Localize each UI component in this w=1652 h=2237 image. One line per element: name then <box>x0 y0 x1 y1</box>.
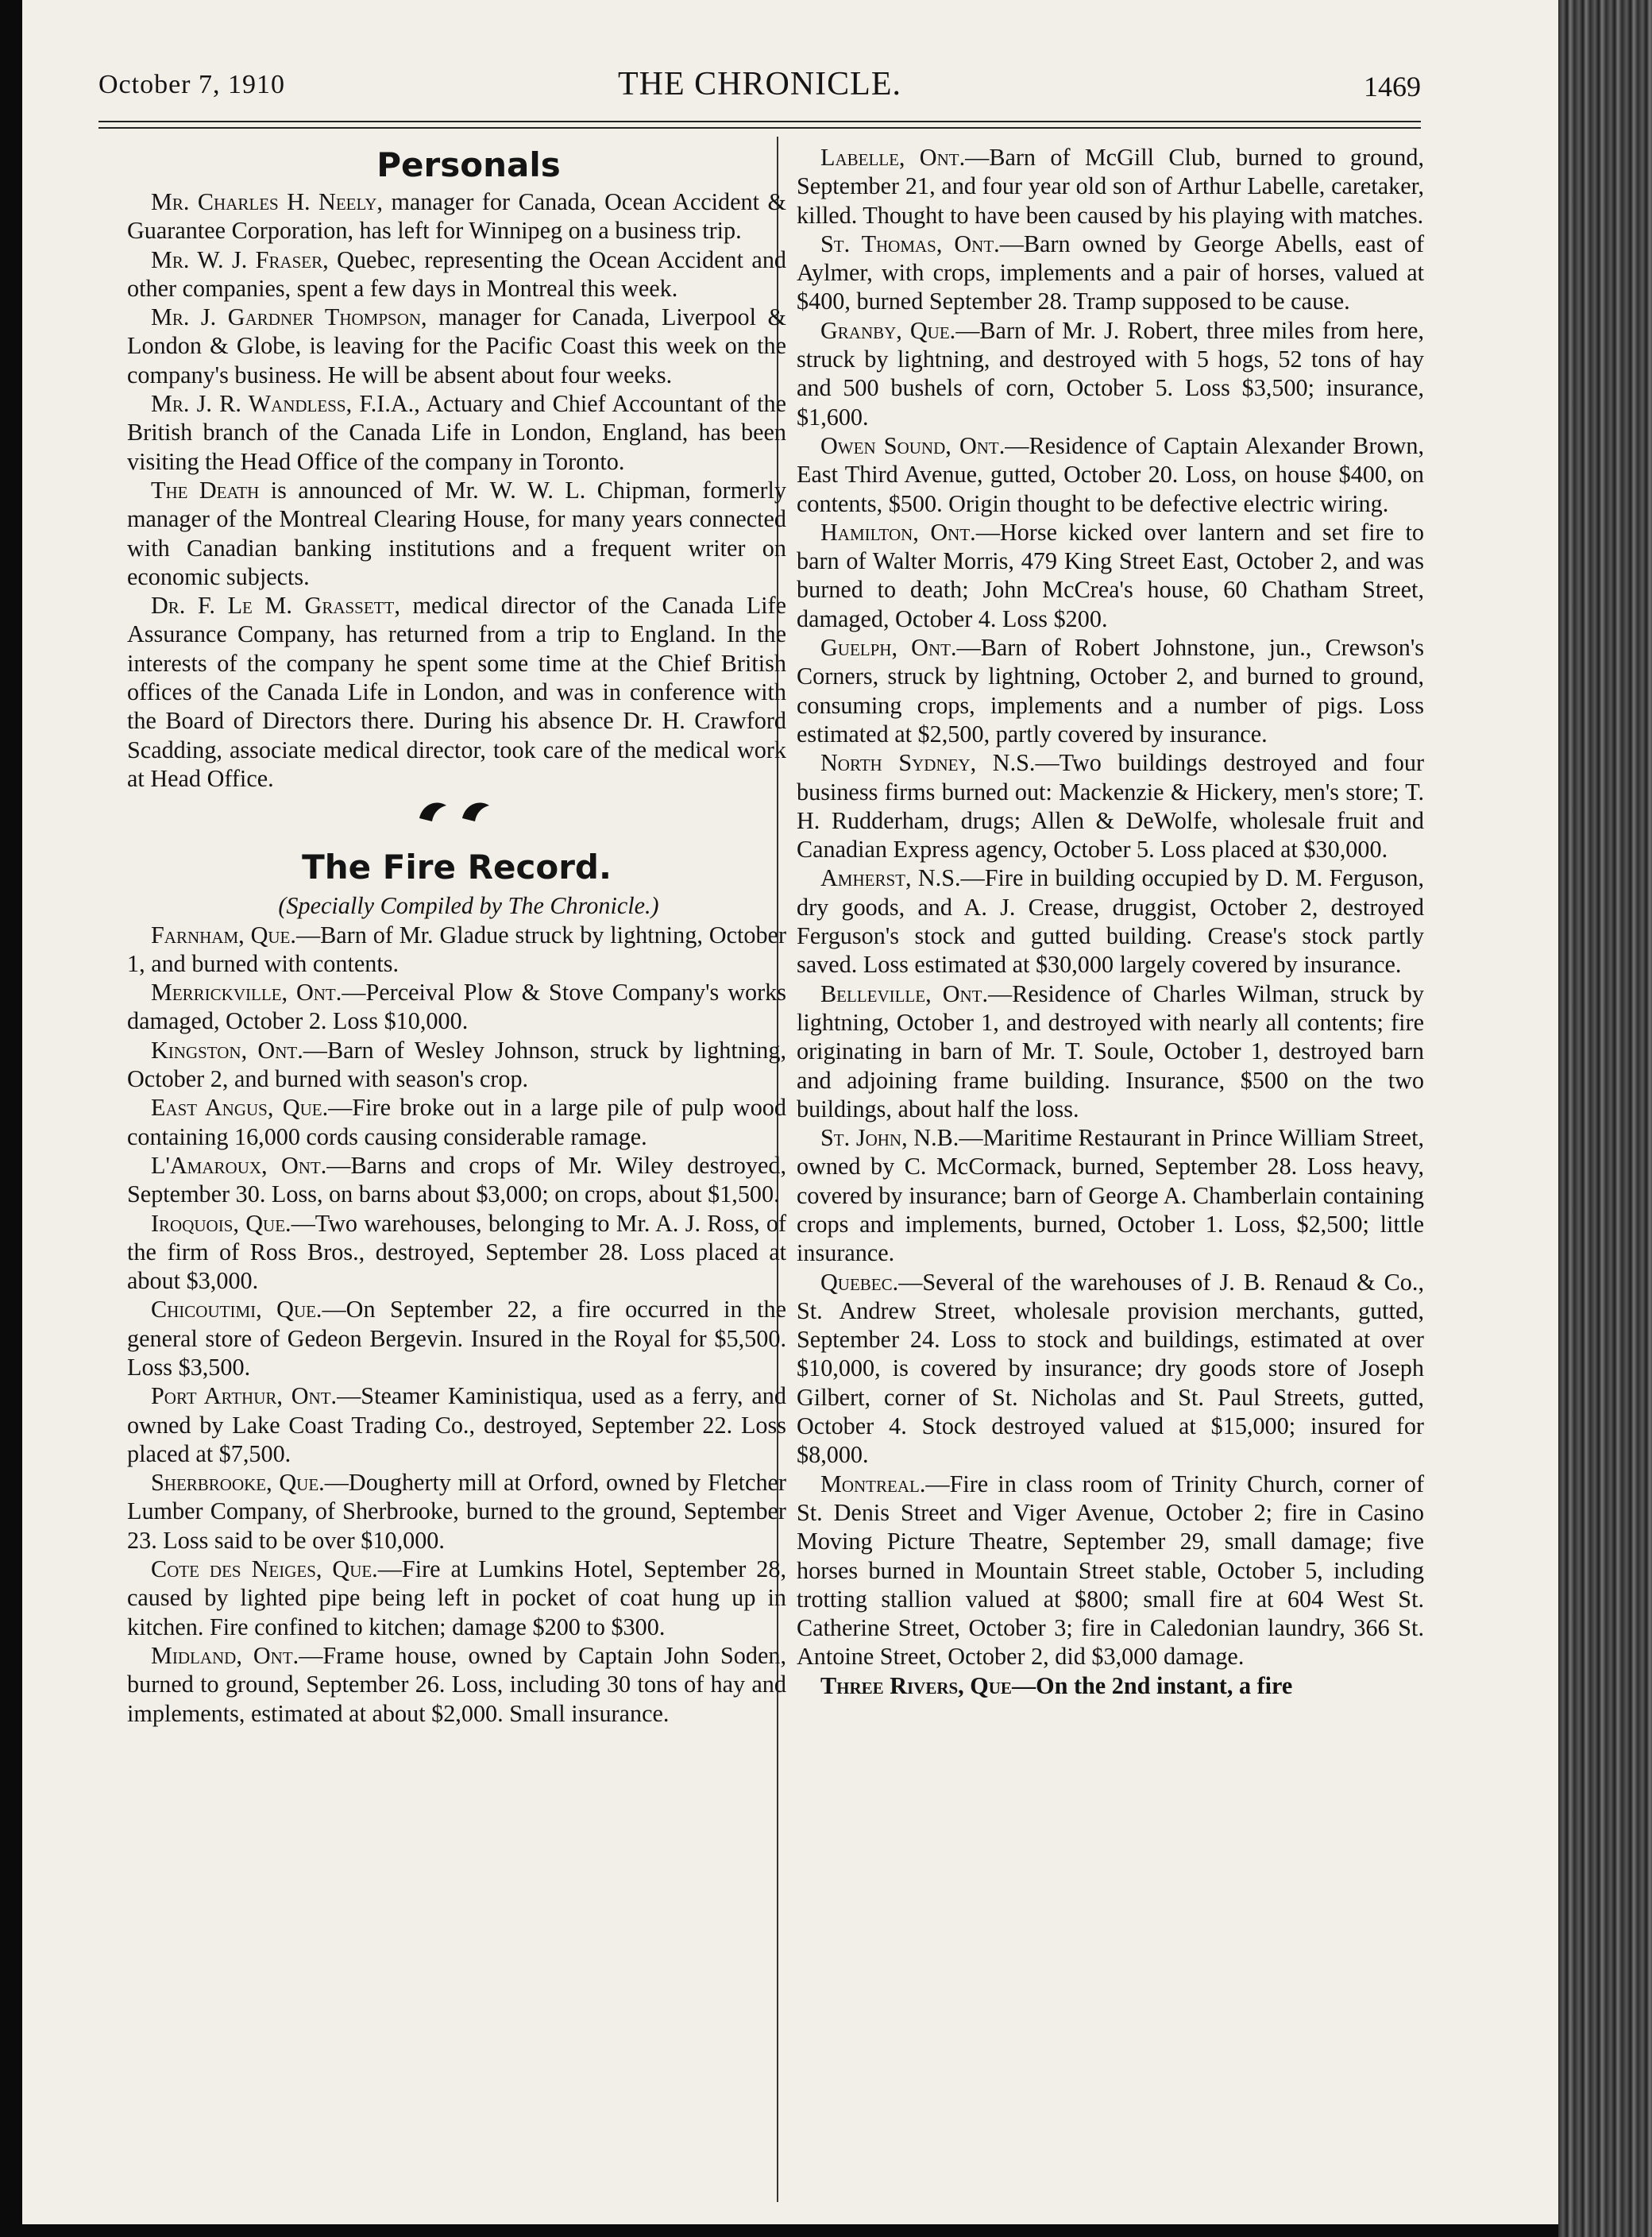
fire-item: Chicoutimi, Que.—On September 22, a fire occurred in the general store of Gedeon Bergevin. Insured in the Royal for $5,500. Loss $3,500. <box>127 1296 786 1381</box>
header-date: October 7, 1910 <box>98 70 286 99</box>
header-rule-top <box>98 121 1421 122</box>
fire-item: Belleville, Ont.—Residence of Charles Wilman, struck by lightning, October 1, and destroyed with nearly all contents; fire originating in barn of Mr. T. Soule, October 1, destroyed barn and adjoining frame building. Insurance, $500 on the two buildings, about half the loss. <box>797 979 1424 1122</box>
personal-item: Dr. F. Le M. Grassett, medical director of the Canada Life Assurance Company, has returned from a trip to England. In the interests of the company he spent some time at the Chief British offices of the Canada Life in London, and was in conference with the Board of Directors there. During his absence Dr. H. Crawford Scadding, associate medical director, took care of the medical work at Head Office. <box>127 592 787 792</box>
fire-record-title: The Fire Record. <box>302 848 612 887</box>
fire-item: North Sydney, N.S.—Two buildings destroyed and four business firms burned out: Mackenzie & Hickery, men's store; T. H. Rudderham, drugs; Allen & DeWolfe, wholesale fruit and Canadian Express agency, October 5. Loss placed at $30,000. <box>797 749 1424 864</box>
fire-item: Hamilton, Ont.—Horse kicked over lantern and set fire to barn of Walter Morris, 479 King Street East, October 2, and was burned to death; John McCrea's house, 60 Chatham Street, damaged, October 4. Loss $200. <box>797 518 1424 632</box>
personal-item: Mr. W. J. Fraser, Quebec, representing the Ocean Accident and other companies, spent a few days in Montreal this week. <box>127 245 787 302</box>
fire-item: Labelle, Ont.—Barn of McGill Club, burned to ground, September 21, and four year old son of Arthur Labelle, caretaker, killed. Thought to have been caused by his playing with matches. <box>797 144 1424 229</box>
personal-item: Mr. Charles H. Neely, manager for Canada, Ocean Accident & Guarantee Corporation, has left for Winnipeg on a business trip. <box>127 188 786 245</box>
page-number: 1469 <box>1364 71 1421 102</box>
fire-item: St. John, N.B.—Maritime Restaurant in Prince William Street, owned by C. McCormack, burned, September 28. Loss heavy, covered by insurance; barn of George A. Chamberlain containing crops and implements, burned, October 1. Loss, $2,500; little insurance. <box>797 1124 1425 1267</box>
page-header <box>98 64 1421 119</box>
header-rule-bottom <box>98 127 1421 129</box>
fire-item: Kingston, Ont.—Barn of Wesley Johnson, struck by lightning, October 2, and burned with season's crop. <box>127 1036 786 1093</box>
right-column <box>797 143 1424 1700</box>
fire-item: Merrickville, Ont.—Perceival Plow & Stove Company's works damaged, October 2. Loss $10,000. <box>127 979 786 1035</box>
fire-item: Iroquois, Que.—Two warehouses, belonging to Mr. A. J. Ross, of the firm of Ross Bros., destroyed, September 28. Loss placed at about $3,000. <box>127 1209 786 1295</box>
left-column <box>127 143 786 1728</box>
fire-item: St. Thomas, Ont.—Barn owned by George Abells, east of Aylmer, with crops, implements and a pair of horses, valued at $400, burned September 28. Tramp supposed to be cause. <box>797 230 1424 315</box>
fire-item: Granby, Que.—Barn of Mr. J. Robert, three miles from here, struck by lightning, and destroyed with 5 hogs, 52 tons of hay and 500 bushels of corn, October 5. Loss $3,500; insurance, $1,600. <box>797 316 1424 431</box>
section-ornament <box>127 794 786 834</box>
personal-item: The Death is announced of Mr. W. W. L. Chipman, formerly manager of the Montreal Clearing House, for many years connected with Canadian banking institutions and a frequent writer on economic subjects. <box>127 476 786 590</box>
fire-item: Midland, Ont.—Frame house, owned by Captain John Soden, burned to ground, September 26. Loss, including 30 tons of hay and implements, estimated at about $2,000. Small insurance. <box>127 1641 786 1727</box>
fire-item: Quebec.—Several of the warehouses of J. B. Renaud & Co., St. Andrew Street, wholesale provision merchants, gutted, September 24. Loss to stock and buildings, estimated at over $10,000, is covered by insurance; dry goods store of Joseph Gilbert, corner of St. Nicholas and St. Paul Streets, gutted, October 4. Stock destroyed valued at $15,000; insured for $8,000. <box>797 1268 1424 1469</box>
newspaper-page <box>22 0 1558 2224</box>
book-binding-edge <box>1558 0 1652 2237</box>
fire-item: Montreal.—Fire in class room of Trinity Church, corner of St. Denis Street and Viger Avenue, October 2; fire in Casino Moving Picture Theatre, September 29, small damage; five horses burned in Mountain Street stable, October 5, including trotting stallion valued at $800; small fire at 604 West St. Catherine Street, October 3; fire in Caledonian laundry, 366 St. Antoine Street, October 2, did $3,000 damage. <box>797 1470 1424 1671</box>
personal-item: Mr. J. R. Wandless, F.I.A., Actuary and Chief Accountant of the British branch of the Canada Life in London, England, has been visiting the Head Office of the company in Toronto. <box>127 390 786 475</box>
fire-item: L'Amaroux, Ont.—Barns and crops of Mr. Wiley destroyed, September 30. Loss, on barns about $3,000; on crops, about $1,500. <box>127 1151 786 1208</box>
fire-item: Owen Sound, Ont.—Residence of Captain Alexander Brown, East Third Avenue, gutted, October 20. Loss, on house $400, on contents, $500. Origin thought to be defective electric wiring. <box>797 431 1424 517</box>
fire-item: Three Rivers, Que—On the 2nd instant, a fire <box>820 1671 1293 1699</box>
fire-item: Cote des Neiges, Que.—Fire at Lumkins Hotel, September 28, caused by lighted pipe being left in pocket of coat hung up in kitchen. Fire confined to kitchen; damage $200 to $300. <box>127 1555 786 1640</box>
fire-item: Guelph, Ont.—Barn of Robert Johnstone, jun., Crewson's Corners, struck by lightning, October 2, and burned to ground, consuming crops, implements and a number of pigs. Loss estimated at $2,500, partly covered by insurance. <box>797 634 1424 748</box>
fire-record-subtitle: (Specially Compiled by The Chronicle.) <box>278 892 659 920</box>
fire-item: Amherst, N.S.—Fire in building occupied by D. M. Ferguson, dry goods, and A. J. Crease, druggist, October 2, destroyed Ferguson's stock and gutted building. Crease's stock partly saved. Loss estimated at $30,000 largely covered by insurance. <box>797 864 1425 979</box>
fleuron-icon <box>413 794 500 826</box>
fire-item: Farnham, Que.—Barn of Mr. Gladue struck by lightning, October 1, and burned with contents. <box>127 921 786 977</box>
header-title: THE CHRONICLE. <box>618 66 901 102</box>
fire-item: Sherbrooke, Que.—Dougherty mill at Orford, owned by Fletcher Lumber Company, of Sherbrooke, burned to the ground, September 23. Loss said to be over $10,000. <box>127 1469 786 1554</box>
personals-title: Personals <box>376 145 561 184</box>
fire-item: Port Arthur, Ont.—Steamer Kaministiqua, used as a ferry, and owned by Lake Coast Trading Co., destroyed, September 22. Loss placed at $7,500. <box>127 1382 786 1467</box>
personal-item: Mr. J. Gardner Thompson, manager for Canada, Liverpool & London & Globe, is leaving for the Pacific Coast this week on the company's business. He will be absent about four weeks. <box>127 303 787 388</box>
fire-item: East Angus, Que.—Fire broke out in a large pile of pulp wood containing 16,000 cords causing considerable ramage. <box>127 1094 786 1150</box>
